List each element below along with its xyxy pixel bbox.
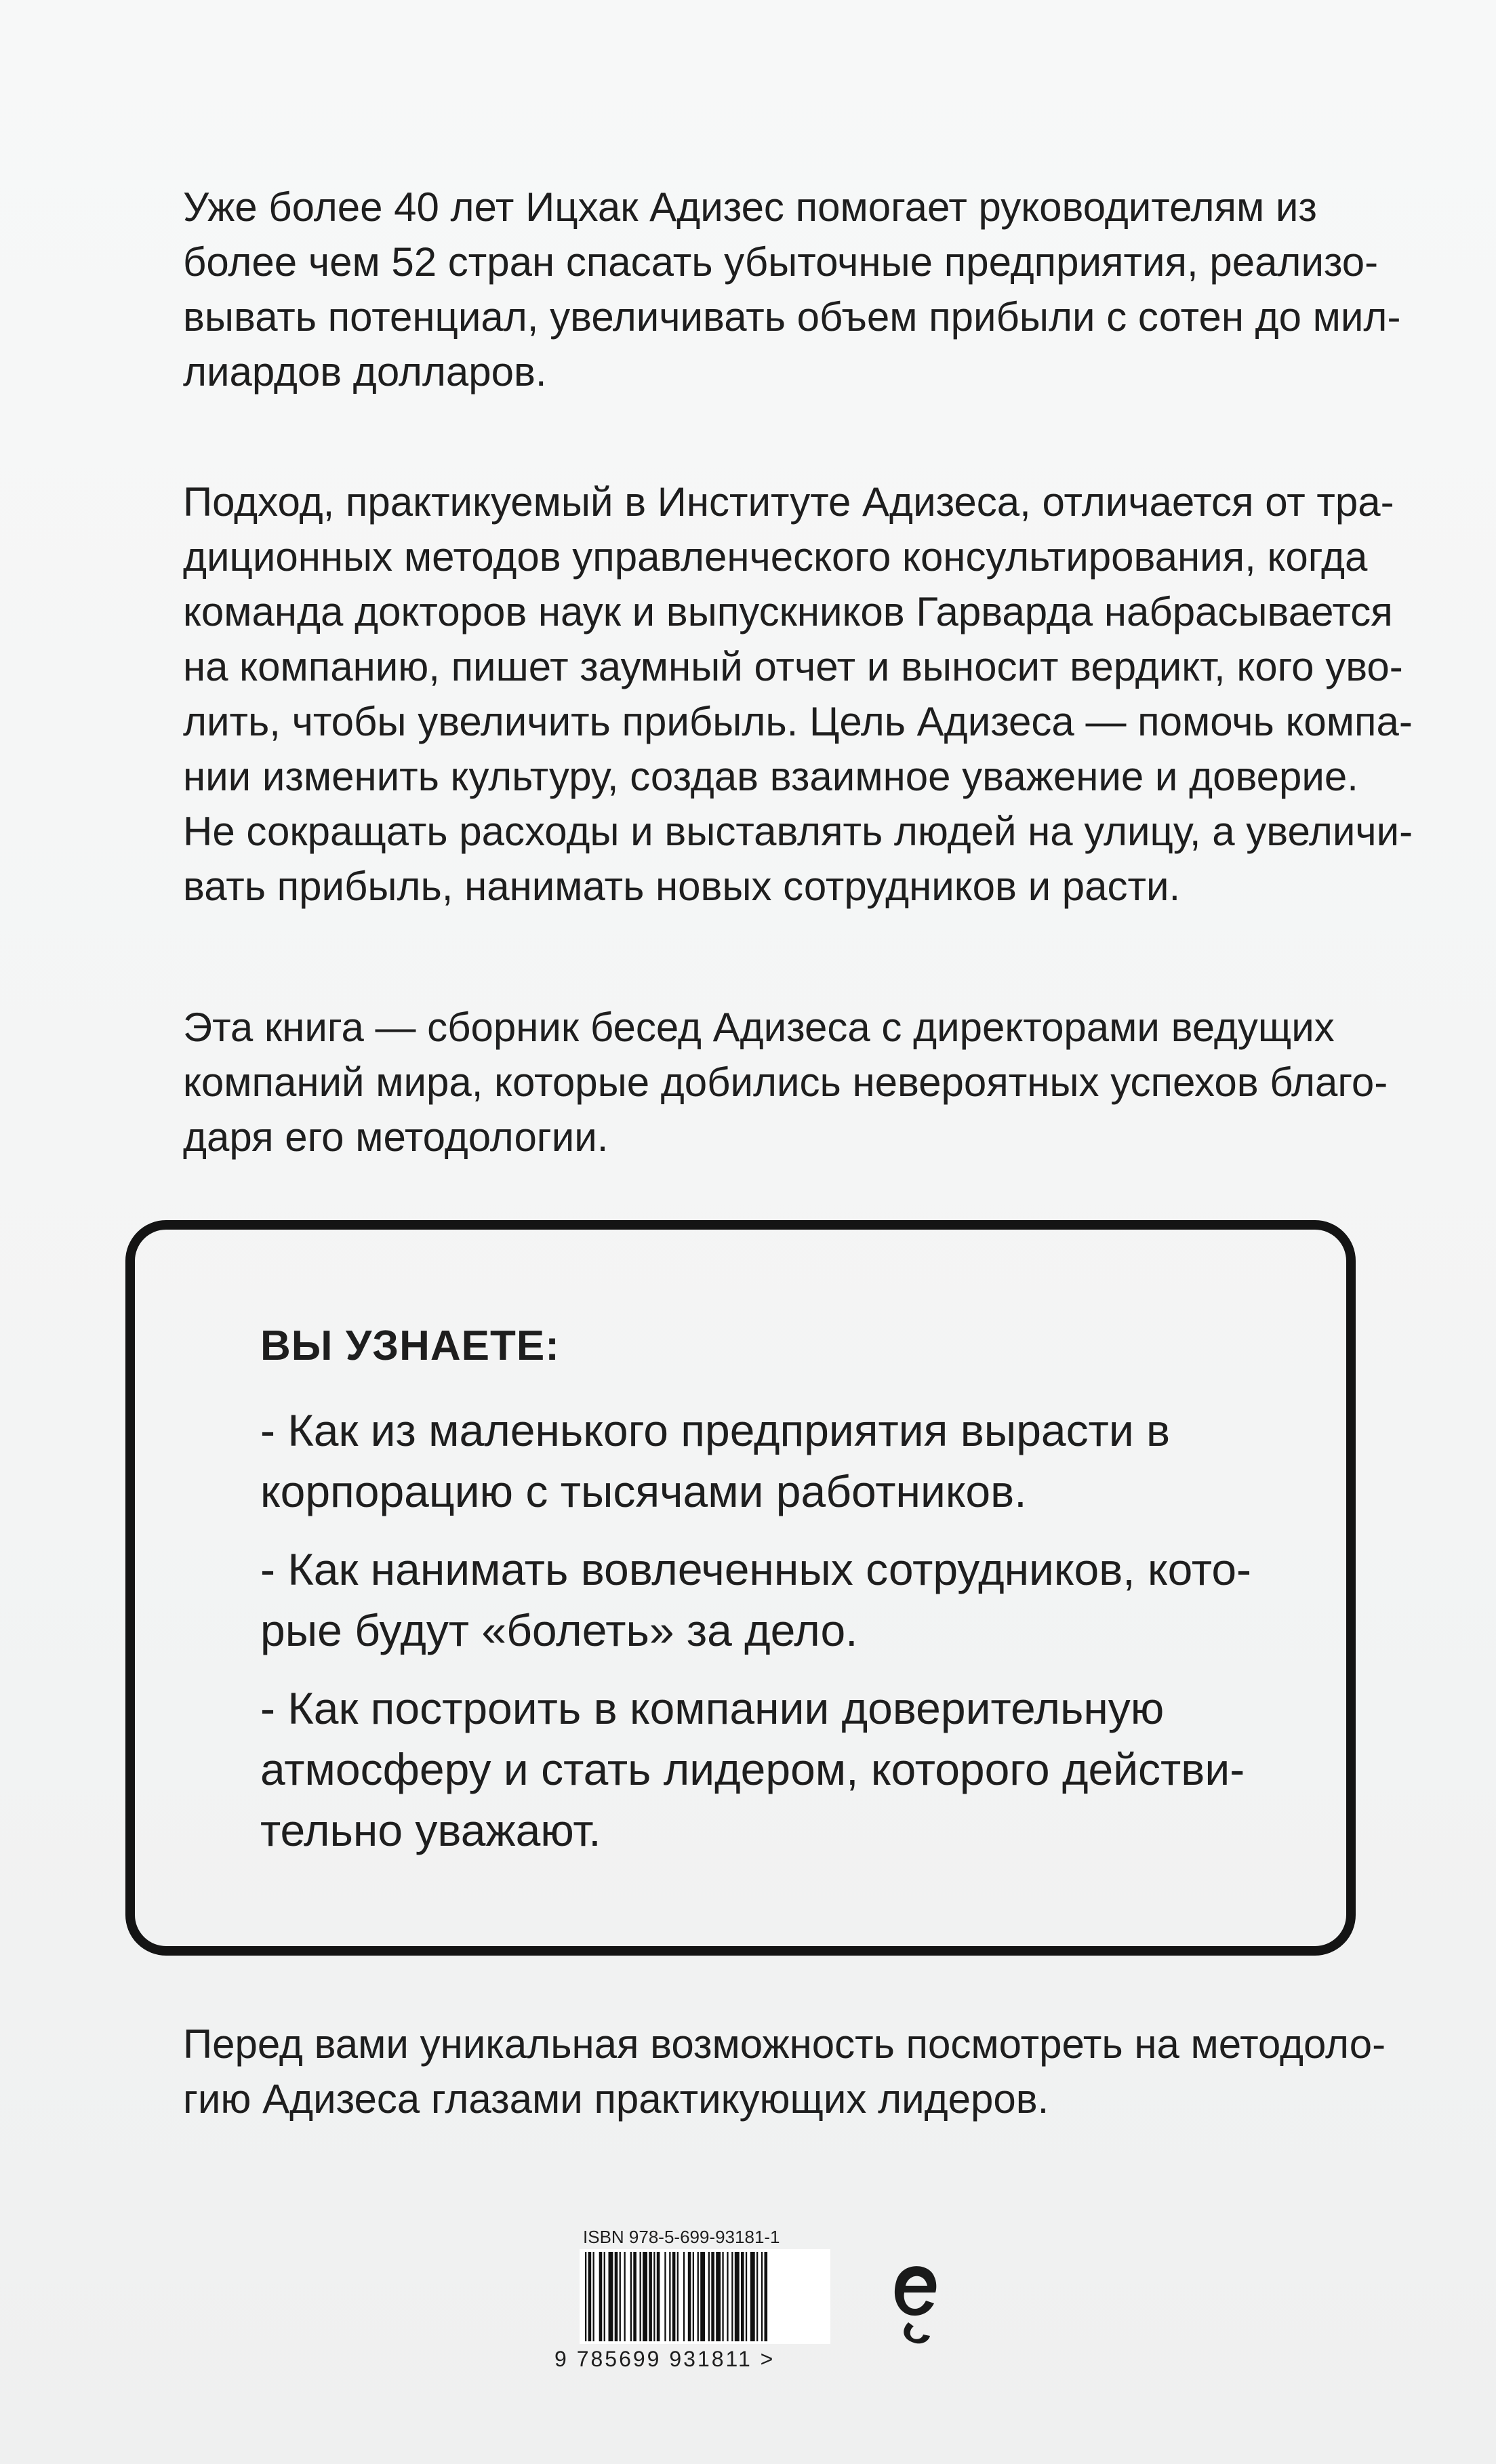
- text-line: атмосферу и стать лидером, которого действи-: [260, 1744, 1245, 1794]
- text-line: гию Адизеса глазами практикующих лидеров.: [183, 2076, 1049, 2122]
- eksmo-logo-icon: [881, 2249, 949, 2351]
- text-line: вывать потенциал, увеличивать объем прибыли с сотен до мил-: [183, 294, 1401, 340]
- text-line: тельно уважают.: [260, 1805, 601, 1855]
- text-line: - Как построить в компании доверительную: [260, 1683, 1165, 1733]
- text-line: более чем 52 стран спасать убыточные предприятия, реализо-: [183, 239, 1379, 285]
- text-line: лиардов долларов.: [183, 349, 547, 395]
- text-line: рые будут «болеть» за дело.: [260, 1605, 858, 1655]
- intro-paragraph: [183, 180, 1401, 399]
- list-item: [260, 1539, 1252, 1661]
- text-line: компаний мира, которые добились невероятных успехов благо-: [183, 1059, 1388, 1105]
- text-line: - Как из маленького предприятия вырасти в: [260, 1405, 1171, 1455]
- book-summary-paragraph: [183, 1000, 1388, 1165]
- text-line: на компанию, пишет заумный отчет и выносит вердикт, кого уво-: [183, 644, 1403, 689]
- text-line: нии изменить культуру, создав взаимное уважение и доверие.: [183, 754, 1358, 799]
- closing-paragraph: [183, 2017, 1386, 2126]
- text-line: вать прибыль, нанимать новых сотрудников и расти.: [183, 864, 1181, 909]
- list-item: [260, 1678, 1243, 1861]
- isbn-label: ISBN 978-5-699-93181-1: [583, 2227, 780, 2247]
- text-line: лить, чтобы увеличить прибыль. Цель Адизеса — помочь компа-: [183, 699, 1413, 744]
- text-line: диционных методов управленческого консультирования, когда: [183, 534, 1368, 580]
- text-line: Уже более 40 лет Ицхак Адизес помогает руководителям из: [183, 184, 1317, 230]
- text-line: Не сокращать расходы и выставлять людей на улицу, а увеличи-: [183, 809, 1413, 854]
- text-line: Эта книга — сборник бесед Адизеса с директорами ведущих: [183, 1005, 1335, 1050]
- text-line: Подход, практикуемый в Институте Адизеса, отличается от тра-: [183, 479, 1394, 525]
- barcode-digits: 9 785699 931811 >: [554, 2347, 775, 2371]
- text-line: даря его методологии.: [183, 1114, 609, 1160]
- box-title: ВЫ УЗНАЕТЕ:: [260, 1322, 560, 1369]
- text-line: команда докторов наук и выпускников Гарварда набрасывается: [183, 589, 1393, 634]
- barcode-icon: [580, 2249, 830, 2344]
- text-line: корпорацию с тысячами работников.: [260, 1466, 1027, 1516]
- text-line: - Как нанимать вовлеченных сотрудников, кото-: [260, 1544, 1252, 1594]
- approach-paragraph: [183, 474, 1413, 914]
- text-line: Перед вами уникальная возможность посмотреть на методоло-: [183, 2021, 1386, 2067]
- list-item: [260, 1400, 1243, 1522]
